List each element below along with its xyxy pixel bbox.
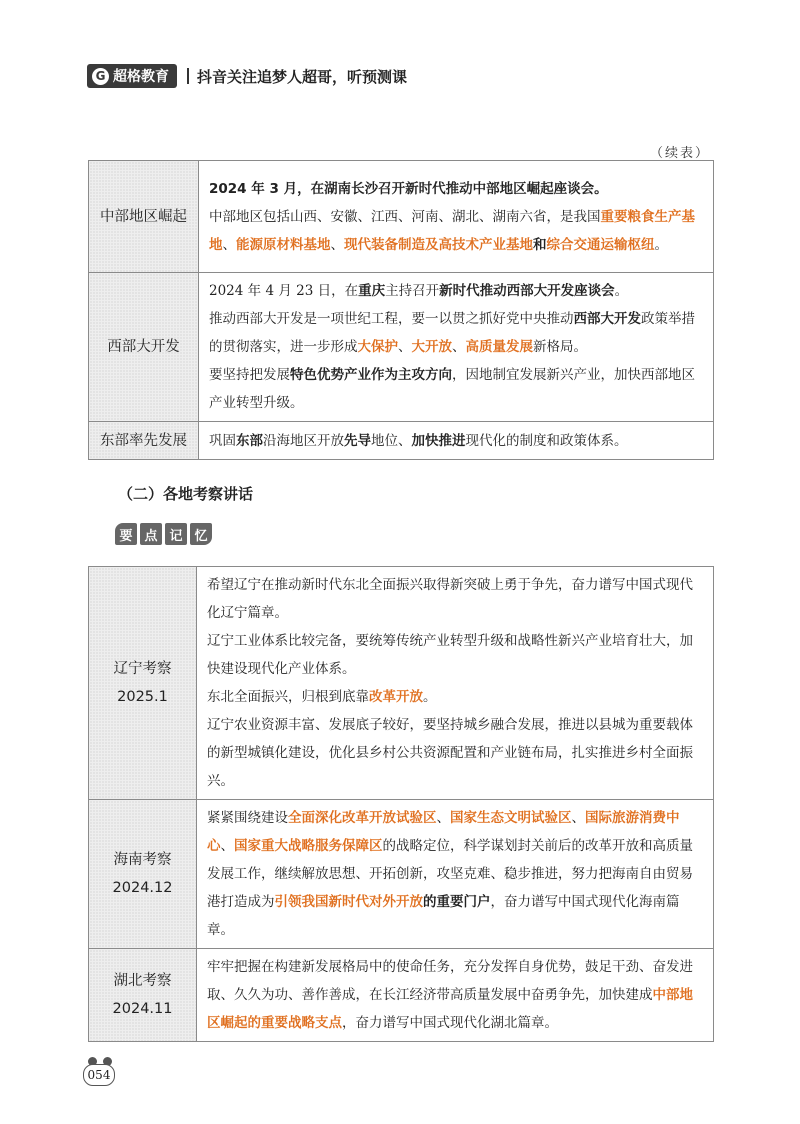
text-span: 的重要门户 bbox=[423, 894, 491, 910]
row-content bbox=[197, 800, 714, 949]
text-span: 巩固 bbox=[209, 432, 236, 449]
place-label: 辽宁考察 bbox=[113, 661, 172, 677]
row-label bbox=[89, 949, 197, 1042]
text-span: 、 bbox=[571, 810, 585, 826]
text-span: 加快推进 bbox=[411, 432, 466, 449]
highlight-text: 高质量发展 bbox=[465, 339, 533, 355]
paragraph bbox=[209, 277, 705, 305]
highlight-text: 引领我国新时代对外开放 bbox=[274, 894, 423, 910]
highlight-text: 全面深化改革开放试验区 bbox=[288, 810, 437, 826]
table-row bbox=[89, 949, 714, 1042]
text-span: 先导 bbox=[344, 432, 371, 449]
highlight-text: 中部地区崛起的重要战略支点 bbox=[207, 987, 693, 1031]
text-span: 新时代推动西部大开发座谈会 bbox=[439, 283, 615, 299]
text-span: 湖南长沙 bbox=[324, 180, 379, 197]
text-span: 政策举措的贯彻落实，进一步形成 bbox=[209, 311, 695, 355]
text-span: ，奋力谱写中国式现代化湖北篇章。 bbox=[342, 1015, 558, 1031]
text-span: 召开 bbox=[378, 180, 406, 197]
badge-char: 点 bbox=[140, 523, 162, 545]
highlight-text: 大开放 bbox=[411, 339, 452, 355]
paragraph bbox=[209, 203, 705, 259]
text-span: 特色优势产业作为主攻方向 bbox=[290, 367, 452, 383]
text-span: 推动西部大开发是一项世纪工程，要一以贯之抓好党中央推动 bbox=[209, 311, 574, 327]
row-content bbox=[199, 161, 714, 273]
highlight-text: 国家生态文明试验区 bbox=[450, 810, 572, 826]
text-span: 、 bbox=[220, 838, 234, 854]
text-span: 、 bbox=[330, 236, 344, 253]
text-span: 2024 年 4 月 23 日，在 bbox=[209, 283, 359, 299]
logo-icon: G bbox=[92, 68, 109, 85]
highlight-text: 综合交通运输枢纽 bbox=[546, 236, 655, 253]
brand-logo bbox=[87, 64, 177, 88]
date-label: 2025.1 bbox=[117, 689, 168, 705]
text-span: 中部地区包括山西、安徽、江西、河南、湖北、湖南六省，是我国 bbox=[209, 208, 601, 225]
badge-char: 要 bbox=[115, 523, 137, 545]
paragraph: 辽宁工业体系比较完备，要统筹传统产业转型升级和战略性新兴产业培育壮大，加快建设现代化产业体系。 bbox=[207, 633, 693, 677]
text-span: 东北全面振兴，归根到底靠 bbox=[207, 689, 369, 705]
paragraph bbox=[207, 683, 705, 711]
text-span: 东部 bbox=[236, 432, 263, 449]
highlight-text: 国家重大战略服务保障区 bbox=[234, 838, 383, 854]
row-label bbox=[89, 800, 197, 949]
table-row bbox=[89, 161, 714, 273]
text-span: 。 bbox=[654, 236, 668, 253]
paragraph: 希望辽宁在推动新时代东北全面振兴取得新突破上勇于争先，奋力谱写中国式现代化辽宁篇章。 bbox=[207, 577, 693, 621]
text-span: 、 bbox=[222, 236, 236, 253]
date-label: 2024.11 bbox=[112, 1001, 173, 1017]
row-content bbox=[197, 949, 714, 1042]
text-span: 、 bbox=[398, 339, 412, 355]
text-span: 和 bbox=[533, 236, 547, 253]
text-span: 重庆 bbox=[358, 283, 386, 299]
continued-table-note: （续表） bbox=[649, 146, 710, 161]
row-label: 中部地区崛起 bbox=[89, 161, 199, 273]
highlight-text: 现代装备制造及高技术产业基地 bbox=[344, 236, 533, 253]
text-span: 。 bbox=[614, 283, 629, 299]
text-span: 新格局。 bbox=[533, 339, 587, 355]
highlight-text: 大保护 bbox=[357, 339, 398, 355]
header-divider bbox=[187, 68, 189, 84]
text-span: 现代化的制度和政策体系。 bbox=[465, 432, 628, 449]
paragraph bbox=[207, 804, 705, 944]
text-span: 新时代推动中部地区崛起座谈会 bbox=[405, 180, 595, 197]
row-content bbox=[197, 567, 714, 800]
text-span: 地位、 bbox=[371, 432, 412, 449]
regional-strategy-table bbox=[88, 160, 714, 460]
date-label: 2024.12 bbox=[112, 880, 173, 896]
section-title: （二）各地考察讲话 bbox=[118, 485, 254, 503]
text-span: 紧紧围绕建设 bbox=[207, 810, 288, 826]
text-span: 西部大开发 bbox=[573, 311, 641, 327]
row-label bbox=[89, 567, 197, 800]
paragraph bbox=[209, 175, 705, 203]
paragraph bbox=[207, 953, 705, 1037]
row-content bbox=[199, 273, 714, 422]
text-span: 沿海地区开放 bbox=[263, 432, 344, 449]
badge-char: 记 bbox=[165, 523, 187, 545]
row-label: 西部大开发 bbox=[89, 273, 199, 422]
text-span: 、 bbox=[452, 339, 466, 355]
table-row bbox=[89, 422, 714, 460]
paragraph bbox=[209, 427, 705, 455]
text-span: 要坚持把发展 bbox=[209, 367, 290, 383]
paragraph bbox=[209, 361, 705, 417]
page-number: 054 bbox=[83, 1064, 115, 1086]
text-span: 牢牢把握在构建新发展格局中的使命任务，充分发挥自身优势，鼓足干劲、奋发进取、久久为功、善作善成，在长江经济带高质量发展中奋勇争先，加快建成 bbox=[207, 959, 693, 1003]
text-span: 的战略定位，科学谋划封关前后的改革开放和高质量发展工作，继续解放思想、开拓创新，攻坚克难、稳步推进，努力把海南自由贸易港打造成为 bbox=[207, 838, 693, 910]
badge-char: 忆 bbox=[190, 523, 212, 545]
key-points-badge bbox=[115, 523, 212, 545]
text-span: ，奋力谱写中国式现代化海南篇章。 bbox=[207, 894, 680, 938]
paragraph: 辽宁农业资源丰富、发展底子较好，要坚持城乡融合发展，推进以县城为重要载体的新型城镇化建设，优化县乡村公共资源配置和产业链布局，扎实推进乡村全面振兴。 bbox=[207, 717, 693, 789]
text-span: 、 bbox=[436, 810, 450, 826]
row-label: 东部率先发展 bbox=[89, 422, 199, 460]
page-header bbox=[87, 63, 407, 89]
paragraph bbox=[209, 305, 705, 361]
inspection-speech-table bbox=[88, 566, 714, 1042]
place-label: 海南考察 bbox=[113, 852, 172, 868]
text-span: 2024 年 3 月，在 bbox=[209, 180, 325, 197]
text-span: 。 bbox=[594, 180, 608, 197]
logo-text: 超格教育 bbox=[113, 69, 169, 85]
highlight-text: 改革开放 bbox=[369, 689, 423, 705]
text-span: 。 bbox=[423, 689, 437, 705]
table-row bbox=[89, 567, 714, 800]
row-content bbox=[199, 422, 714, 460]
text-span: 主持召开 bbox=[385, 283, 440, 299]
table-row bbox=[89, 273, 714, 422]
table-row bbox=[89, 800, 714, 949]
text-span: ，因地制宜发展新兴产业，加快西部地区产业转型升级。 bbox=[209, 367, 695, 411]
highlight-text: 国际旅游消费中心 bbox=[207, 810, 680, 854]
header-slogan: 抖音关注追梦人超哥，听预测课 bbox=[197, 67, 408, 86]
highlight-text: 重要粮食生产基地 bbox=[209, 208, 695, 253]
highlight-text: 能源原材料基地 bbox=[236, 236, 331, 253]
place-label: 湖北考察 bbox=[113, 973, 172, 989]
